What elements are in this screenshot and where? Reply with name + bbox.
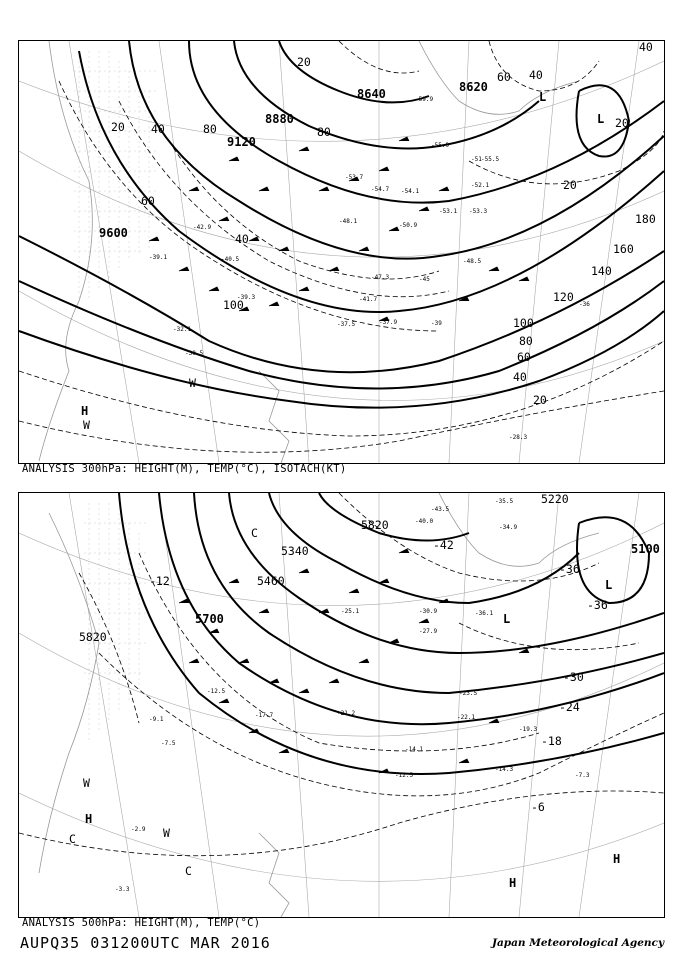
temp-obs: -47.3 — [371, 274, 390, 281]
high-center: H — [85, 812, 93, 826]
chart-300hpa-caption: ANALYSIS 300hPa: HEIGHT(M), TEMP(°C), ISOTACH(KT) — [22, 463, 347, 475]
isotach-label: 60 — [517, 350, 531, 364]
isotach-label: 40 — [151, 122, 165, 136]
temp-obs: -59.9 — [415, 96, 434, 103]
chart-300hpa — [18, 40, 665, 464]
temp-obs: -3.3 — [115, 886, 130, 893]
temp-obs: -53.3 — [469, 208, 488, 215]
temp-obs: -43.5 — [431, 506, 450, 513]
temp-obs: -9.1 — [149, 716, 164, 723]
height-label: 5820 — [361, 518, 389, 532]
cold-center: C — [251, 526, 258, 540]
temp-obs: -36 — [579, 301, 590, 308]
isotach-label: 100 — [513, 316, 534, 330]
isotach-label: 120 — [553, 290, 574, 304]
isotach-label: 20 — [533, 393, 547, 407]
temp-obs: -53.1 — [439, 208, 458, 215]
high-center: H — [613, 852, 621, 866]
terrain-hatch — [84, 503, 149, 743]
coastline — [39, 41, 579, 463]
isotach-label: 160 — [613, 242, 634, 256]
isotach-label: 180 — [635, 212, 656, 226]
warm-center: W — [83, 776, 90, 790]
temp-obs: -19.3 — [519, 726, 538, 733]
isotach-label: 40 — [235, 232, 249, 246]
product-id: AUPQ35 031200UTC MAR 2016 — [20, 934, 271, 952]
isotach-label: 20 — [297, 55, 311, 69]
temp-obs: -51 — [471, 156, 482, 163]
temp-obs: -41.7 — [359, 296, 378, 303]
high-center: H — [81, 404, 89, 418]
height-label: 5700 — [195, 612, 224, 626]
temp-obs: -55.5 — [481, 156, 500, 163]
height-label: 5100 — [631, 542, 660, 556]
isotach-label: 60 — [497, 70, 511, 84]
isotach-label: 20 — [111, 120, 125, 134]
height-label: 8620 — [459, 80, 488, 94]
isotherm-label: -42 — [433, 538, 454, 552]
isotach-label: 20 — [563, 178, 577, 192]
temp-obs: -28.3 — [509, 434, 528, 441]
temp-obs: -14.3 — [495, 766, 514, 773]
temp-obs: -40.0 — [415, 518, 434, 525]
temp-obs: -7.5 — [161, 740, 176, 747]
isotach-label: 40 — [639, 41, 653, 54]
height-label: 8640 — [357, 87, 386, 101]
temp-obs: -25.1 — [341, 608, 360, 615]
chart-300hpa-canvas — [19, 41, 664, 463]
isotach-label: 80 — [317, 125, 331, 139]
temp-obs: -17.7 — [255, 712, 274, 719]
low-center: L — [539, 90, 547, 104]
low-center: L — [605, 578, 613, 592]
isotach-label: 20 — [615, 116, 629, 130]
temp-obs: -22.1 — [457, 714, 476, 721]
temp-obs: -45 — [419, 276, 430, 283]
height-label: 9600 — [99, 226, 128, 240]
height-label: 9120 — [227, 135, 256, 149]
temp-obs: -27.9 — [419, 628, 438, 635]
temp-obs: -35.5 — [495, 498, 514, 505]
temp-obs: -40.5 — [221, 256, 240, 263]
temp-obs: -54.7 — [371, 186, 390, 193]
height-label: 5340 — [281, 544, 309, 558]
height-label: 5220 — [541, 493, 569, 506]
temp-obs: -36.1 — [475, 610, 494, 617]
temp-obs: -39.1 — [149, 254, 168, 261]
temp-obs: -55.9 — [431, 142, 450, 149]
temp-obs: -30.5 — [185, 350, 204, 357]
temp-obs: -7.3 — [575, 772, 590, 779]
temp-obs: -54.1 — [401, 188, 420, 195]
temp-obs: -52.1 — [471, 182, 490, 189]
cold-center: C — [185, 864, 192, 878]
height-label: 5460 — [257, 574, 285, 588]
temp-obs: -53.7 — [345, 174, 364, 181]
warm-center: W — [163, 826, 170, 840]
warm-center: W — [189, 376, 196, 390]
low-center: L — [503, 612, 511, 626]
warm-center: W — [83, 418, 90, 432]
low-center: L — [597, 112, 605, 126]
isotherm-label: -30 — [563, 670, 584, 684]
temp-obs: -12.5 — [395, 772, 414, 779]
isotherm-label: -24 — [559, 700, 580, 714]
isotherm-label: -18 — [541, 734, 562, 748]
isotach-label: 80 — [519, 334, 533, 348]
temp-obs: -12.5 — [207, 688, 226, 695]
temp-obs: -23.5 — [459, 690, 478, 697]
temp-obs: -34.9 — [499, 524, 518, 531]
temp-obs: -48.5 — [463, 258, 482, 265]
wind-barbs — [179, 549, 529, 773]
high-center: H — [509, 876, 517, 890]
isotach-label: 80 — [203, 122, 217, 136]
height-label: 8880 — [265, 112, 294, 126]
temp-obs: -39 — [431, 320, 442, 327]
isotherm-label: -6 — [531, 800, 545, 814]
height-contours — [119, 493, 664, 774]
isotach-label: 100 — [223, 298, 244, 312]
temp-obs: -2.9 — [131, 826, 146, 833]
isotach-label: 40 — [529, 68, 543, 82]
isotach-label: 140 — [591, 264, 612, 278]
height-label: 5820 — [79, 630, 107, 644]
temp-obs: -37.5 — [337, 321, 356, 328]
isotach-label: 60 — [141, 194, 155, 208]
temp-obs: -14.1 — [405, 746, 424, 753]
temp-obs: -32.1 — [173, 326, 192, 333]
isotherm-label: -36 — [559, 562, 580, 576]
chart-500hpa — [18, 492, 665, 918]
temp-obs: -30.9 — [419, 608, 438, 615]
station-obs — [115, 498, 590, 893]
temp-obs: -37.9 — [379, 319, 398, 326]
temp-obs: -39.3 — [237, 294, 256, 301]
isotherm-label: -12 — [149, 574, 170, 588]
temp-obs: -48.1 — [339, 218, 358, 225]
temp-obs: -42.9 — [193, 224, 212, 231]
cold-center: C — [69, 832, 76, 846]
temp-obs: -21.2 — [337, 710, 356, 717]
temp-obs: -50.9 — [399, 222, 418, 229]
isotach-label: 40 — [513, 370, 527, 384]
chart-500hpa-canvas — [19, 493, 664, 917]
agency-credit: Japan Meteorological Agency — [492, 937, 665, 949]
isotherm-label: -36 — [587, 598, 608, 612]
chart-500hpa-caption: ANALYSIS 500hPa: HEIGHT(M), TEMP(°C) — [22, 917, 261, 929]
